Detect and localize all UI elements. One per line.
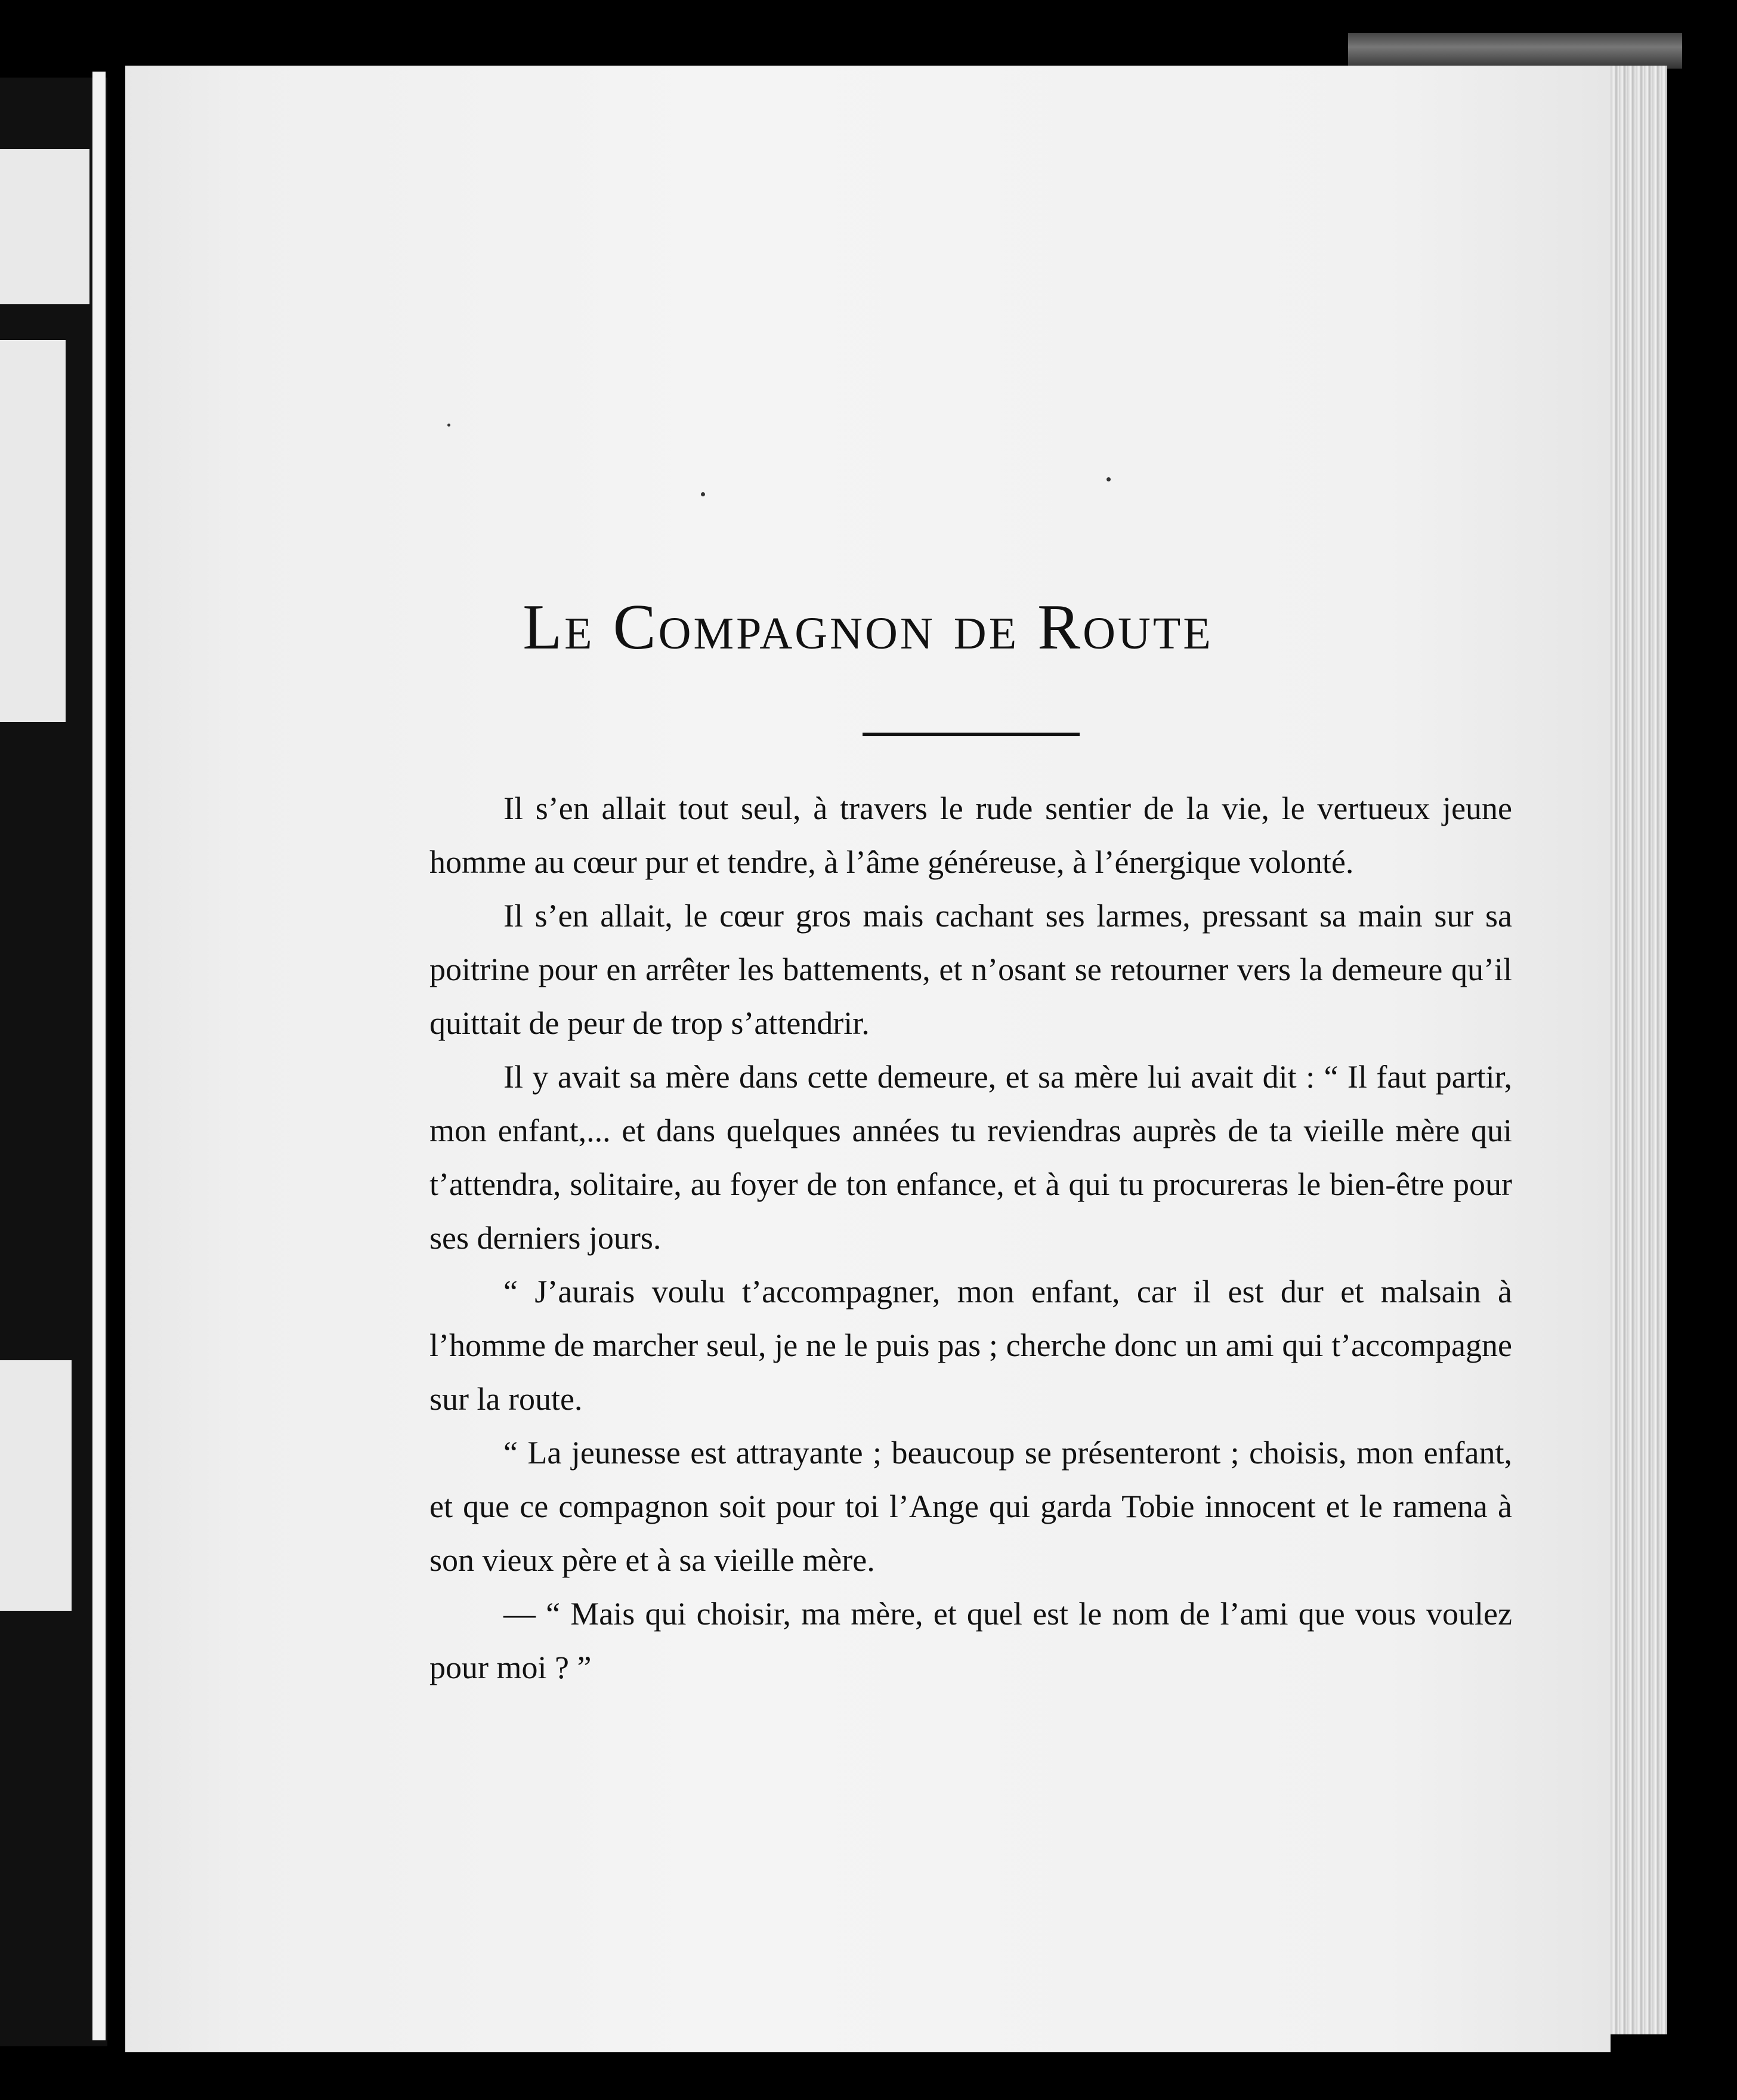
- facing-page-edge: [92, 72, 106, 2040]
- paragraph: “ J’aurais voulu t’accompagner, mon enfant, car il est dur et malsain à l’homme de marcher seul, je ne le puis pas ; cherche donc un ami qui t’accompagne sur la route.: [429, 1274, 1512, 1417]
- paragraph: “ La jeunesse est attrayante ; beaucoup se présenteront ; choisis, mon enfant, et que ce compagnon soit pour toi l’Ange qui garda Tobie innocent et le ramena à son vieux père et à sa vieille mère.: [429, 1435, 1512, 1578]
- ink-speck: [701, 492, 705, 496]
- ink-speck: [447, 424, 450, 427]
- facing-page-photo: [0, 78, 107, 2046]
- paragraph: — “ Mais qui choisir, ma mère, et quel est le nom de l’ami que vous voulez pour moi ? ”: [429, 1596, 1512, 1685]
- book-top-edge: [1348, 33, 1682, 69]
- title-rule: [863, 733, 1080, 736]
- body-text: [429, 782, 1512, 1694]
- photo-highlight: [0, 1360, 72, 1611]
- paragraph: Il s’en allait tout seul, à travers le rude sentier de la vie, le vertueux jeune homme au cœur pur et tendre, à l’âme généreuse, à l’énergique volonté.: [429, 790, 1512, 880]
- ink-speck: [1107, 477, 1111, 481]
- book-page: [125, 66, 1611, 2052]
- photo-highlight: [0, 340, 66, 722]
- paragraph: Il s’en allait, le cœur gros mais cachant ses larmes, pressant sa main sur sa poitrine pour en arrêter les battements, et n’osant se retourner vers la demeure qu’il quittait de peur de trop s’attendrir.: [429, 898, 1512, 1041]
- paragraph: Il y avait sa mère dans cette demeure, et sa mère lui avait dit : “ Il faut partir, mon enfant,... et dans quelques années tu reviendras auprès de ta vieille mère qui t’attendra, solitaire, au foyer de ton enfance, et à qui tu procureras le bien-être pour ses derniers jours.: [429, 1059, 1512, 1256]
- page-title: Le Compagnon de Route: [523, 592, 1213, 663]
- page-stack-edges: [1611, 66, 1667, 2034]
- photo-highlight: [0, 149, 89, 304]
